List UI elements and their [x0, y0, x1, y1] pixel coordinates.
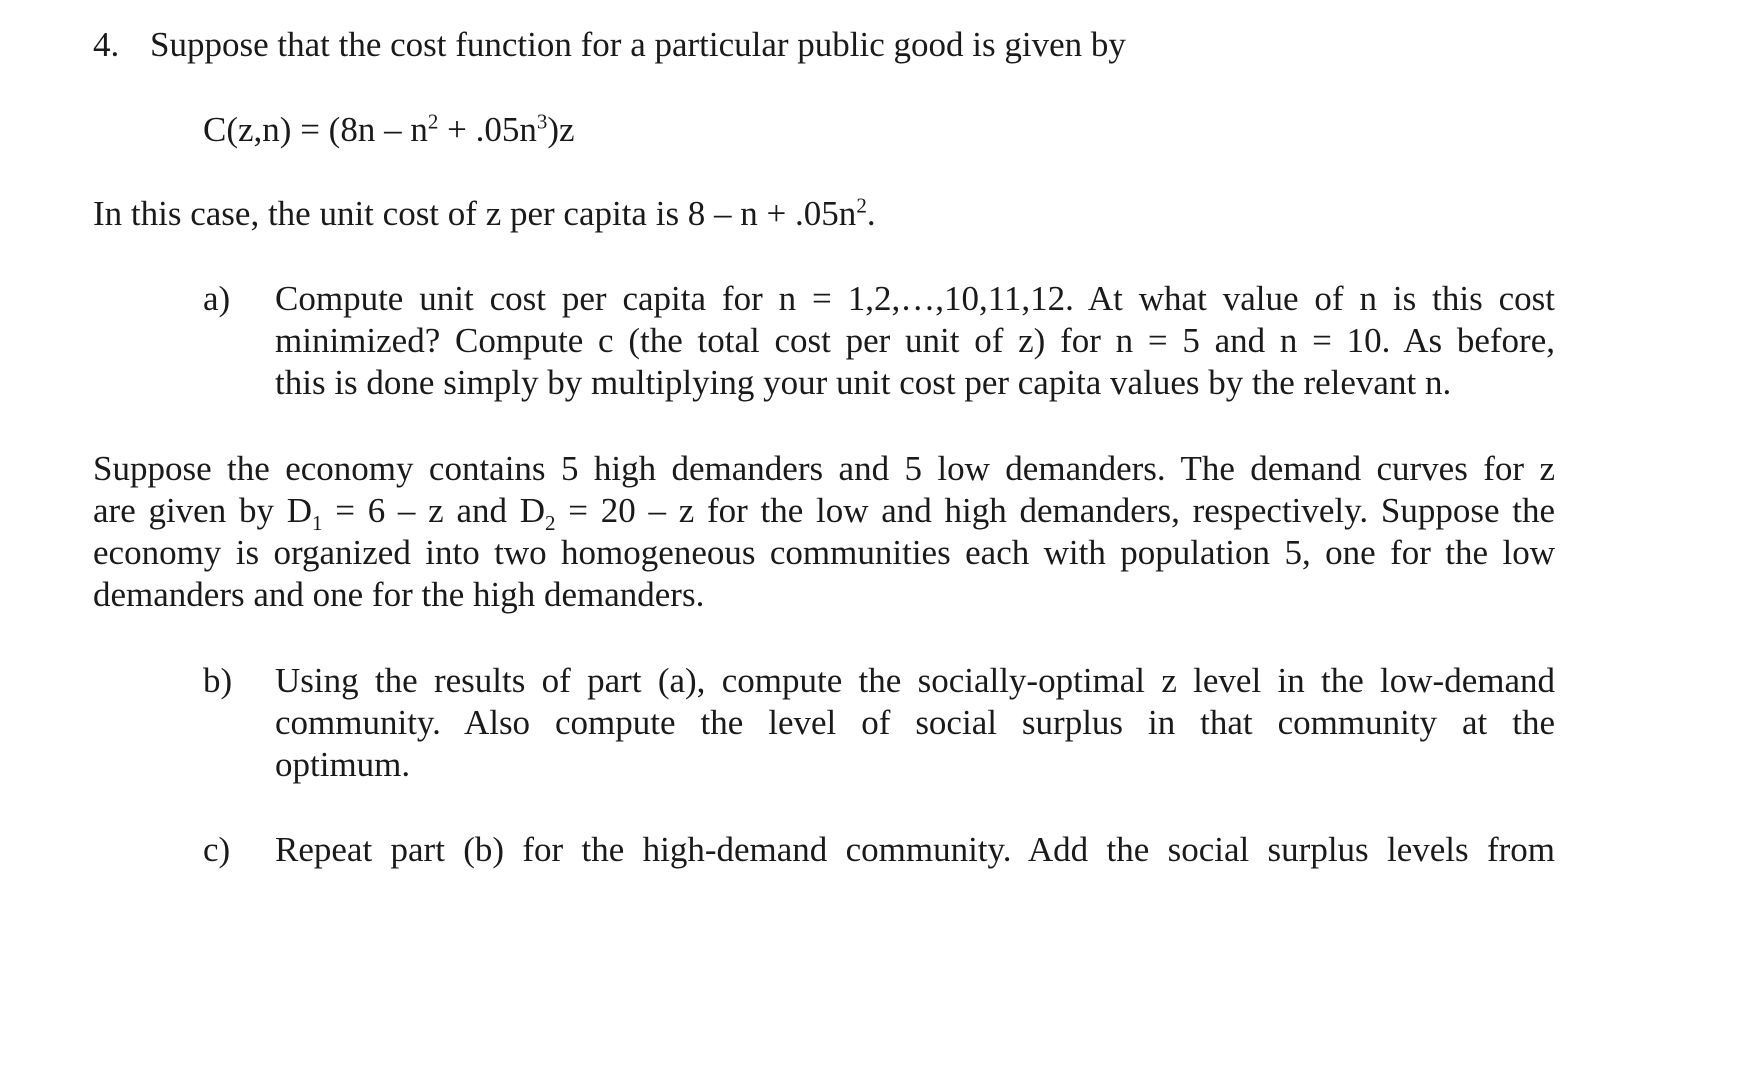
part-b-line: community. Also compute the level of social surplus in that community at the [275, 703, 1555, 742]
setup-line-demand-curves [93, 490, 1555, 535]
part-c-label: c) [203, 830, 231, 869]
part-a-line: Compute unit cost per capita for n = 1,2,…,10,11,12. At what value of n is this cost [275, 279, 1555, 318]
setup-paragraph [93, 448, 1555, 616]
setup-line2-pre: are given by D [93, 491, 312, 530]
cost-function-formula [203, 109, 575, 151]
question-number: 4. [93, 25, 120, 64]
setup-line: Suppose the economy contains 5 high demanders and 5 low demanders. The demand curves for z [93, 449, 1555, 488]
setup-line2-post: = 20 – z for the low and high demanders, respectively. Suppose the [555, 491, 1555, 530]
part-b-text [275, 660, 1555, 786]
formula-mid: + .05n [438, 110, 537, 149]
part-a-label: a) [203, 279, 231, 318]
formula-lhs: C(z,n) = (8n – n [203, 110, 428, 149]
part-c-text [275, 829, 1555, 871]
setup-line: demanders and one for the high demanders. [93, 575, 705, 614]
setup-subscript-2: 2 [545, 511, 556, 535]
question-intro: Suppose that the cost function for a particular public good is given by [150, 25, 1126, 64]
formula-rhs: )z [547, 110, 575, 149]
part-a-line: this is done simply by multiplying your unit cost per capita values by the relevant n. [275, 363, 1452, 402]
setup-line2-mid: = 6 – z and D [322, 491, 545, 530]
part-b-line: optimum. [275, 745, 411, 784]
unit-cost-exponent: 2 [856, 193, 867, 218]
setup-line: economy is organized into two homogeneous communities each with population 5, one for the low [93, 533, 1555, 572]
part-b-label: b) [203, 661, 233, 700]
setup-subscript-1: 1 [311, 511, 323, 535]
part-a-line: minimized? Compute c (the total cost per unit of z) for n = 5 and n = 10. As before, [275, 321, 1555, 360]
part-b-line: Using the results of part (a), compute the socially-optimal z level in the low-demand [275, 661, 1555, 700]
unit-cost-statement [93, 193, 876, 235]
formula-exponent-2: 3 [536, 109, 548, 134]
part-a-text [275, 278, 1555, 404]
part-c-line: Repeat part (b) for the high-demand community. Add the social surplus levels from [275, 830, 1555, 869]
unit-cost-end: . [866, 194, 876, 233]
formula-exponent-1: 2 [427, 109, 439, 134]
unit-cost-text: In this case, the unit cost of z per capita is 8 – n + .05n [93, 194, 857, 233]
